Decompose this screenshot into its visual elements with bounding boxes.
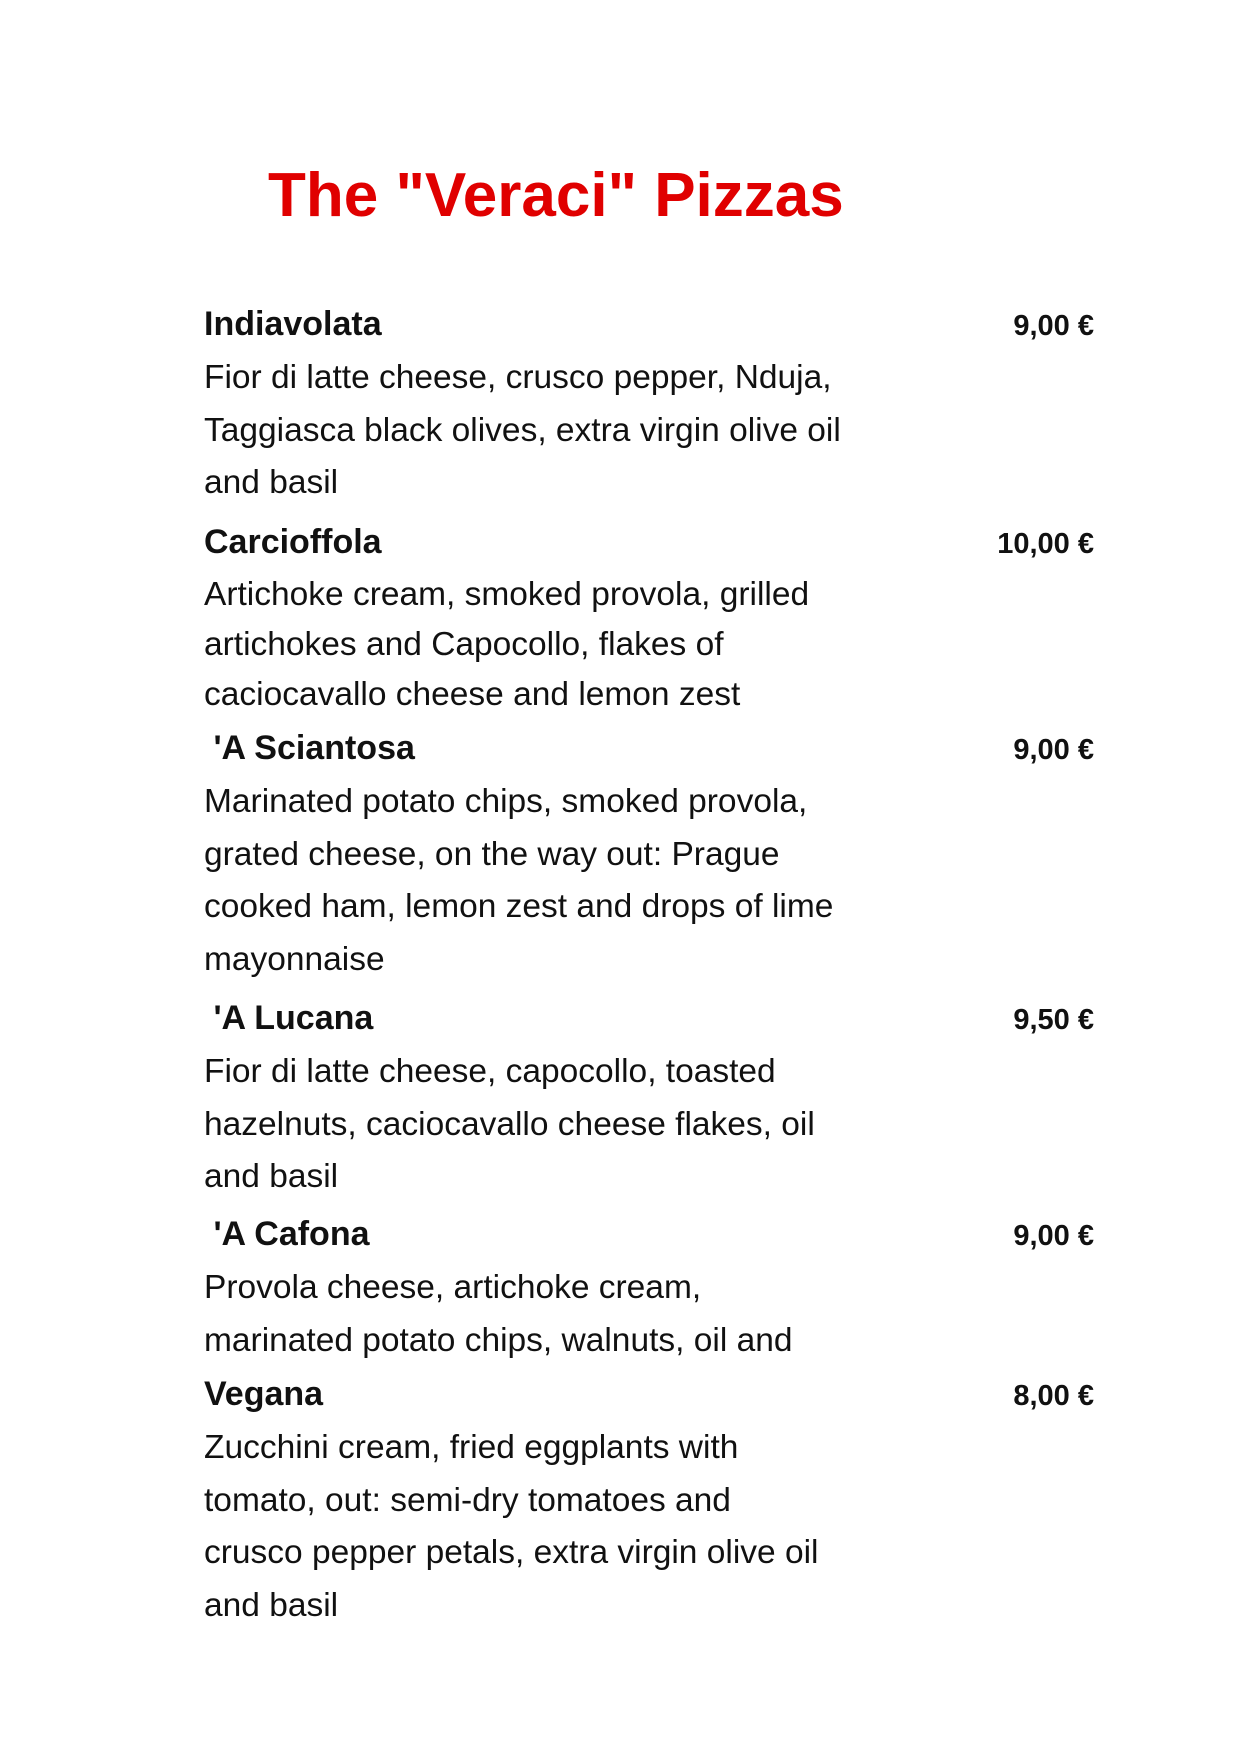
menu-item-name: Indiavolata — [204, 305, 382, 343]
menu-item-name: 'A Cafona — [204, 1215, 370, 1253]
menu-item-price: 10,00 € — [997, 528, 1094, 560]
menu-item-description: Fior di latte cheese, crusco pepper, Nduja, Taggiasca black olives, extra virgin olive oil and basil — [204, 359, 841, 501]
menu-item-description: Provola cheese, artichoke cream, marinated potato chips, walnuts, oil and — [204, 1269, 793, 1359]
menu-item-name: Carcioffola — [204, 523, 382, 561]
menu-item-description: Artichoke cream, smoked provola, grilled artichokes and Capocollo, flakes of caciocavallo cheese and lemon zest — [204, 576, 810, 713]
menu-item-name: 'A Lucana — [204, 999, 374, 1037]
menu-item-name: 'A Sciantosa — [204, 729, 415, 767]
page-title: The "Veraci" Pizzas — [268, 161, 844, 230]
menu-item-description: Fior di latte cheese, capocollo, toasted hazelnuts, caciocavallo cheese flakes, oil and basil — [204, 1053, 815, 1195]
menu-item-price: 8,00 € — [1013, 1380, 1094, 1412]
menu-item-description: Zucchini cream, fried eggplants with tomato, out: semi-dry tomatoes and crusco pepper petals, extra virgin olive oil and basil — [204, 1429, 819, 1624]
menu-item-name: Vegana — [204, 1375, 324, 1413]
menu-item-price: 9,00 € — [1013, 310, 1094, 342]
menu-item-price: 9,00 € — [1013, 1220, 1094, 1252]
menu-item-price: 9,00 € — [1013, 734, 1094, 766]
menu-item-price: 9,50 € — [1013, 1004, 1094, 1036]
menu-item-description: Marinated potato chips, smoked provola, grated cheese, on the way out: Prague cooked ham, lemon zest and drops of lime mayonnaise — [204, 783, 834, 978]
